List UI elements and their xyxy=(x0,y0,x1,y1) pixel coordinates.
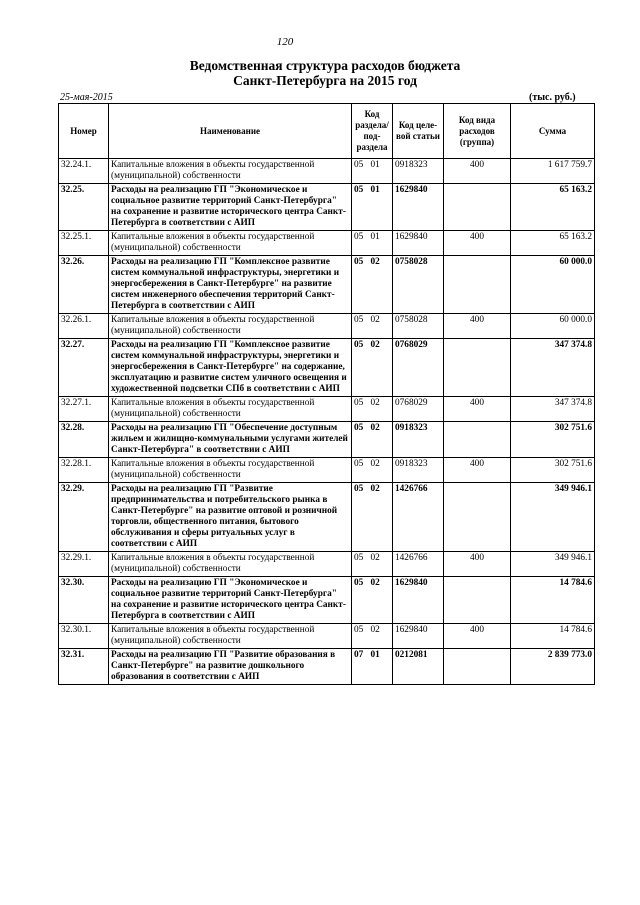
row-number: 32.24.1. xyxy=(59,159,109,184)
row-name: Капитальные вложения в объекты государственной (муниципальной) собственности xyxy=(109,552,352,577)
row-expense-type xyxy=(444,256,511,314)
row-sum: 349 946.1 xyxy=(511,483,595,552)
budget-table xyxy=(58,103,595,685)
row-name: Расходы на реализацию ГП "Комплексное развитие систем коммунальной инфраструктуры, энергетики и энергосбережения в Санкт-Петербурге" на развитие систем инженерного обеспечения территорий Санкт-Петербурга в соответствии с АИП xyxy=(109,256,352,314)
row-section: 05 xyxy=(352,483,369,552)
row-name: Расходы на реализацию ГП "Экономическое и социальное развитие территорий Санкт-Петербурга" на сохранение и развитие исторического центра Санкт-Петербурга в соответствии с АИП xyxy=(109,184,352,231)
row-number: 32.30. xyxy=(59,577,109,624)
row-name: Расходы на реализацию ГП "Развитие образования в Санкт-Петербурге" на развитие дошкольного образования в соответствии с АИП xyxy=(109,649,352,685)
table-header-row xyxy=(59,104,595,159)
row-section: 05 xyxy=(352,314,369,339)
row-number: 32.27. xyxy=(59,339,109,397)
row-number: 32.30.1. xyxy=(59,624,109,649)
row-article: 0768029 xyxy=(393,339,444,397)
row-number: 32.28.1. xyxy=(59,458,109,483)
row-article: 0918323 xyxy=(393,422,444,458)
row-article: 0918323 xyxy=(393,458,444,483)
row-number: 32.25.1. xyxy=(59,231,109,256)
row-number: 32.28. xyxy=(59,422,109,458)
row-section: 05 xyxy=(352,397,369,422)
row-article: 0758028 xyxy=(393,256,444,314)
row-expense-type: 400 xyxy=(444,552,511,577)
row-section: 05 xyxy=(352,458,369,483)
row-name: Расходы на реализацию ГП "Развитие предпринимательства и потребительского рынка в Санкт-Петербурге" на развитие оптовой и розничной торговли, общественного питания, бытового обслуживания и сферы ритуальных услуг в соответствии с АИП xyxy=(109,483,352,552)
units-label: (тыс. руб.) xyxy=(529,92,576,103)
row-section: 05 xyxy=(352,552,369,577)
row-article: 1629840 xyxy=(393,624,444,649)
row-name: Расходы на реализацию ГП "Экономическое и социальное развитие территорий Санкт-Петербурга" на сохранение и развитие исторического центра Санкт-Петербурга в соответствии с АИП xyxy=(109,577,352,624)
row-subsection: 02 xyxy=(369,422,393,458)
row-name: Капитальные вложения в объекты государственной (муниципальной) собственности xyxy=(109,458,352,483)
row-subsection: 02 xyxy=(369,339,393,397)
row-subsection: 02 xyxy=(369,552,393,577)
row-subsection: 01 xyxy=(369,231,393,256)
row-section: 05 xyxy=(352,577,369,624)
table-row xyxy=(59,624,595,649)
table-row xyxy=(59,256,595,314)
row-name: Расходы на реализацию ГП "Обеспечение доступным жильем и жилищно-коммунальными услугами жителей Санкт-Петербурга" в соответствии с АИП xyxy=(109,422,352,458)
row-subsection: 02 xyxy=(369,314,393,339)
header-number: Номер xyxy=(59,104,109,159)
header-section: Код раздела/ под-раздела xyxy=(352,104,393,159)
row-article: 0212081 xyxy=(393,649,444,685)
row-sum: 1 617 759.7 xyxy=(511,159,595,184)
row-number: 32.26.1. xyxy=(59,314,109,339)
row-expense-type xyxy=(444,184,511,231)
row-section: 05 xyxy=(352,231,369,256)
row-sum: 65 163.2 xyxy=(511,184,595,231)
row-expense-type: 400 xyxy=(444,397,511,422)
table-row xyxy=(59,231,595,256)
row-number: 32.29.1. xyxy=(59,552,109,577)
row-article: 0768029 xyxy=(393,397,444,422)
row-name: Капитальные вложения в объекты государственной (муниципальной) собственности xyxy=(109,314,352,339)
row-sum: 65 163.2 xyxy=(511,231,595,256)
row-article: 1426766 xyxy=(393,552,444,577)
row-name: Капитальные вложения в объекты государственной (муниципальной) собственности xyxy=(109,159,352,184)
row-expense-type: 400 xyxy=(444,458,511,483)
row-number: 32.26. xyxy=(59,256,109,314)
title-line-2: Санкт-Петербурга на 2015 год xyxy=(233,73,417,88)
row-sum: 2 839 773.0 xyxy=(511,649,595,685)
row-name: Капитальные вложения в объекты государственной (муниципальной) собственности xyxy=(109,231,352,256)
row-article: 1629840 xyxy=(393,184,444,231)
row-section: 05 xyxy=(352,159,369,184)
table-row xyxy=(59,397,595,422)
row-expense-type: 400 xyxy=(444,314,511,339)
row-expense-type: 400 xyxy=(444,624,511,649)
table-row xyxy=(59,184,595,231)
document-title xyxy=(0,58,640,88)
page-number: 120 xyxy=(276,36,294,48)
row-sum: 14 784.6 xyxy=(511,577,595,624)
table-row xyxy=(59,422,595,458)
row-subsection: 01 xyxy=(369,649,393,685)
row-sum: 60 000.0 xyxy=(511,314,595,339)
title-line-1: Ведомственная структура расходов бюджета xyxy=(189,58,461,73)
header-article: Код целе-вой статьи xyxy=(393,104,444,159)
table-row xyxy=(59,458,595,483)
table-body xyxy=(59,159,595,685)
row-article: 0758028 xyxy=(393,314,444,339)
row-sum: 347 374.8 xyxy=(511,397,595,422)
row-subsection: 02 xyxy=(369,483,393,552)
row-section: 05 xyxy=(352,422,369,458)
row-name: Капитальные вложения в объекты государственной (муниципальной) собственности xyxy=(109,624,352,649)
row-sum: 60 000.0 xyxy=(511,256,595,314)
row-section: 05 xyxy=(352,624,369,649)
row-section: 05 xyxy=(352,339,369,397)
row-sum: 14 784.6 xyxy=(511,624,595,649)
row-number: 32.27.1. xyxy=(59,397,109,422)
row-article: 1629840 xyxy=(393,577,444,624)
table-row xyxy=(59,552,595,577)
row-expense-type xyxy=(444,649,511,685)
header-name: Наименование xyxy=(109,104,352,159)
document-date: 25-мая-2015 xyxy=(60,92,113,103)
row-section: 07 xyxy=(352,649,369,685)
row-expense-type xyxy=(444,339,511,397)
row-name: Капитальные вложения в объекты государственной (муниципальной) собственности xyxy=(109,397,352,422)
table-row xyxy=(59,159,595,184)
row-number: 32.25. xyxy=(59,184,109,231)
row-subsection: 02 xyxy=(369,624,393,649)
row-subsection: 02 xyxy=(369,458,393,483)
row-sum: 347 374.8 xyxy=(511,339,595,397)
row-section: 05 xyxy=(352,256,369,314)
table-row xyxy=(59,339,595,397)
row-article: 0918323 xyxy=(393,159,444,184)
table-row xyxy=(59,577,595,624)
row-sum: 302 751.6 xyxy=(511,422,595,458)
row-subsection: 02 xyxy=(369,397,393,422)
row-expense-type: 400 xyxy=(444,231,511,256)
row-expense-type xyxy=(444,422,511,458)
row-subsection: 02 xyxy=(369,577,393,624)
row-number: 32.29. xyxy=(59,483,109,552)
row-article: 1426766 xyxy=(393,483,444,552)
table-row xyxy=(59,314,595,339)
row-subsection: 01 xyxy=(369,184,393,231)
row-expense-type: 400 xyxy=(444,159,511,184)
row-subsection: 01 xyxy=(369,159,393,184)
row-sum: 302 751.6 xyxy=(511,458,595,483)
row-name: Расходы на реализацию ГП "Комплексное развитие систем коммунальной инфраструктуры, энергетики и энергосбережения в Санкт-Петербурге" на содержание, эксплуатацию и развитие систем уличного освещения и художественной подсветки СПб в соответствии с АИП xyxy=(109,339,352,397)
table-row xyxy=(59,483,595,552)
row-section: 05 xyxy=(352,184,369,231)
row-article: 1629840 xyxy=(393,231,444,256)
row-sum: 349 946.1 xyxy=(511,552,595,577)
row-expense-type xyxy=(444,483,511,552)
table-row xyxy=(59,649,595,685)
row-subsection: 02 xyxy=(369,256,393,314)
header-expense-type: Код вида расходов (группа) xyxy=(444,104,511,159)
row-expense-type xyxy=(444,577,511,624)
row-number: 32.31. xyxy=(59,649,109,685)
header-sum: Сумма xyxy=(511,104,595,159)
